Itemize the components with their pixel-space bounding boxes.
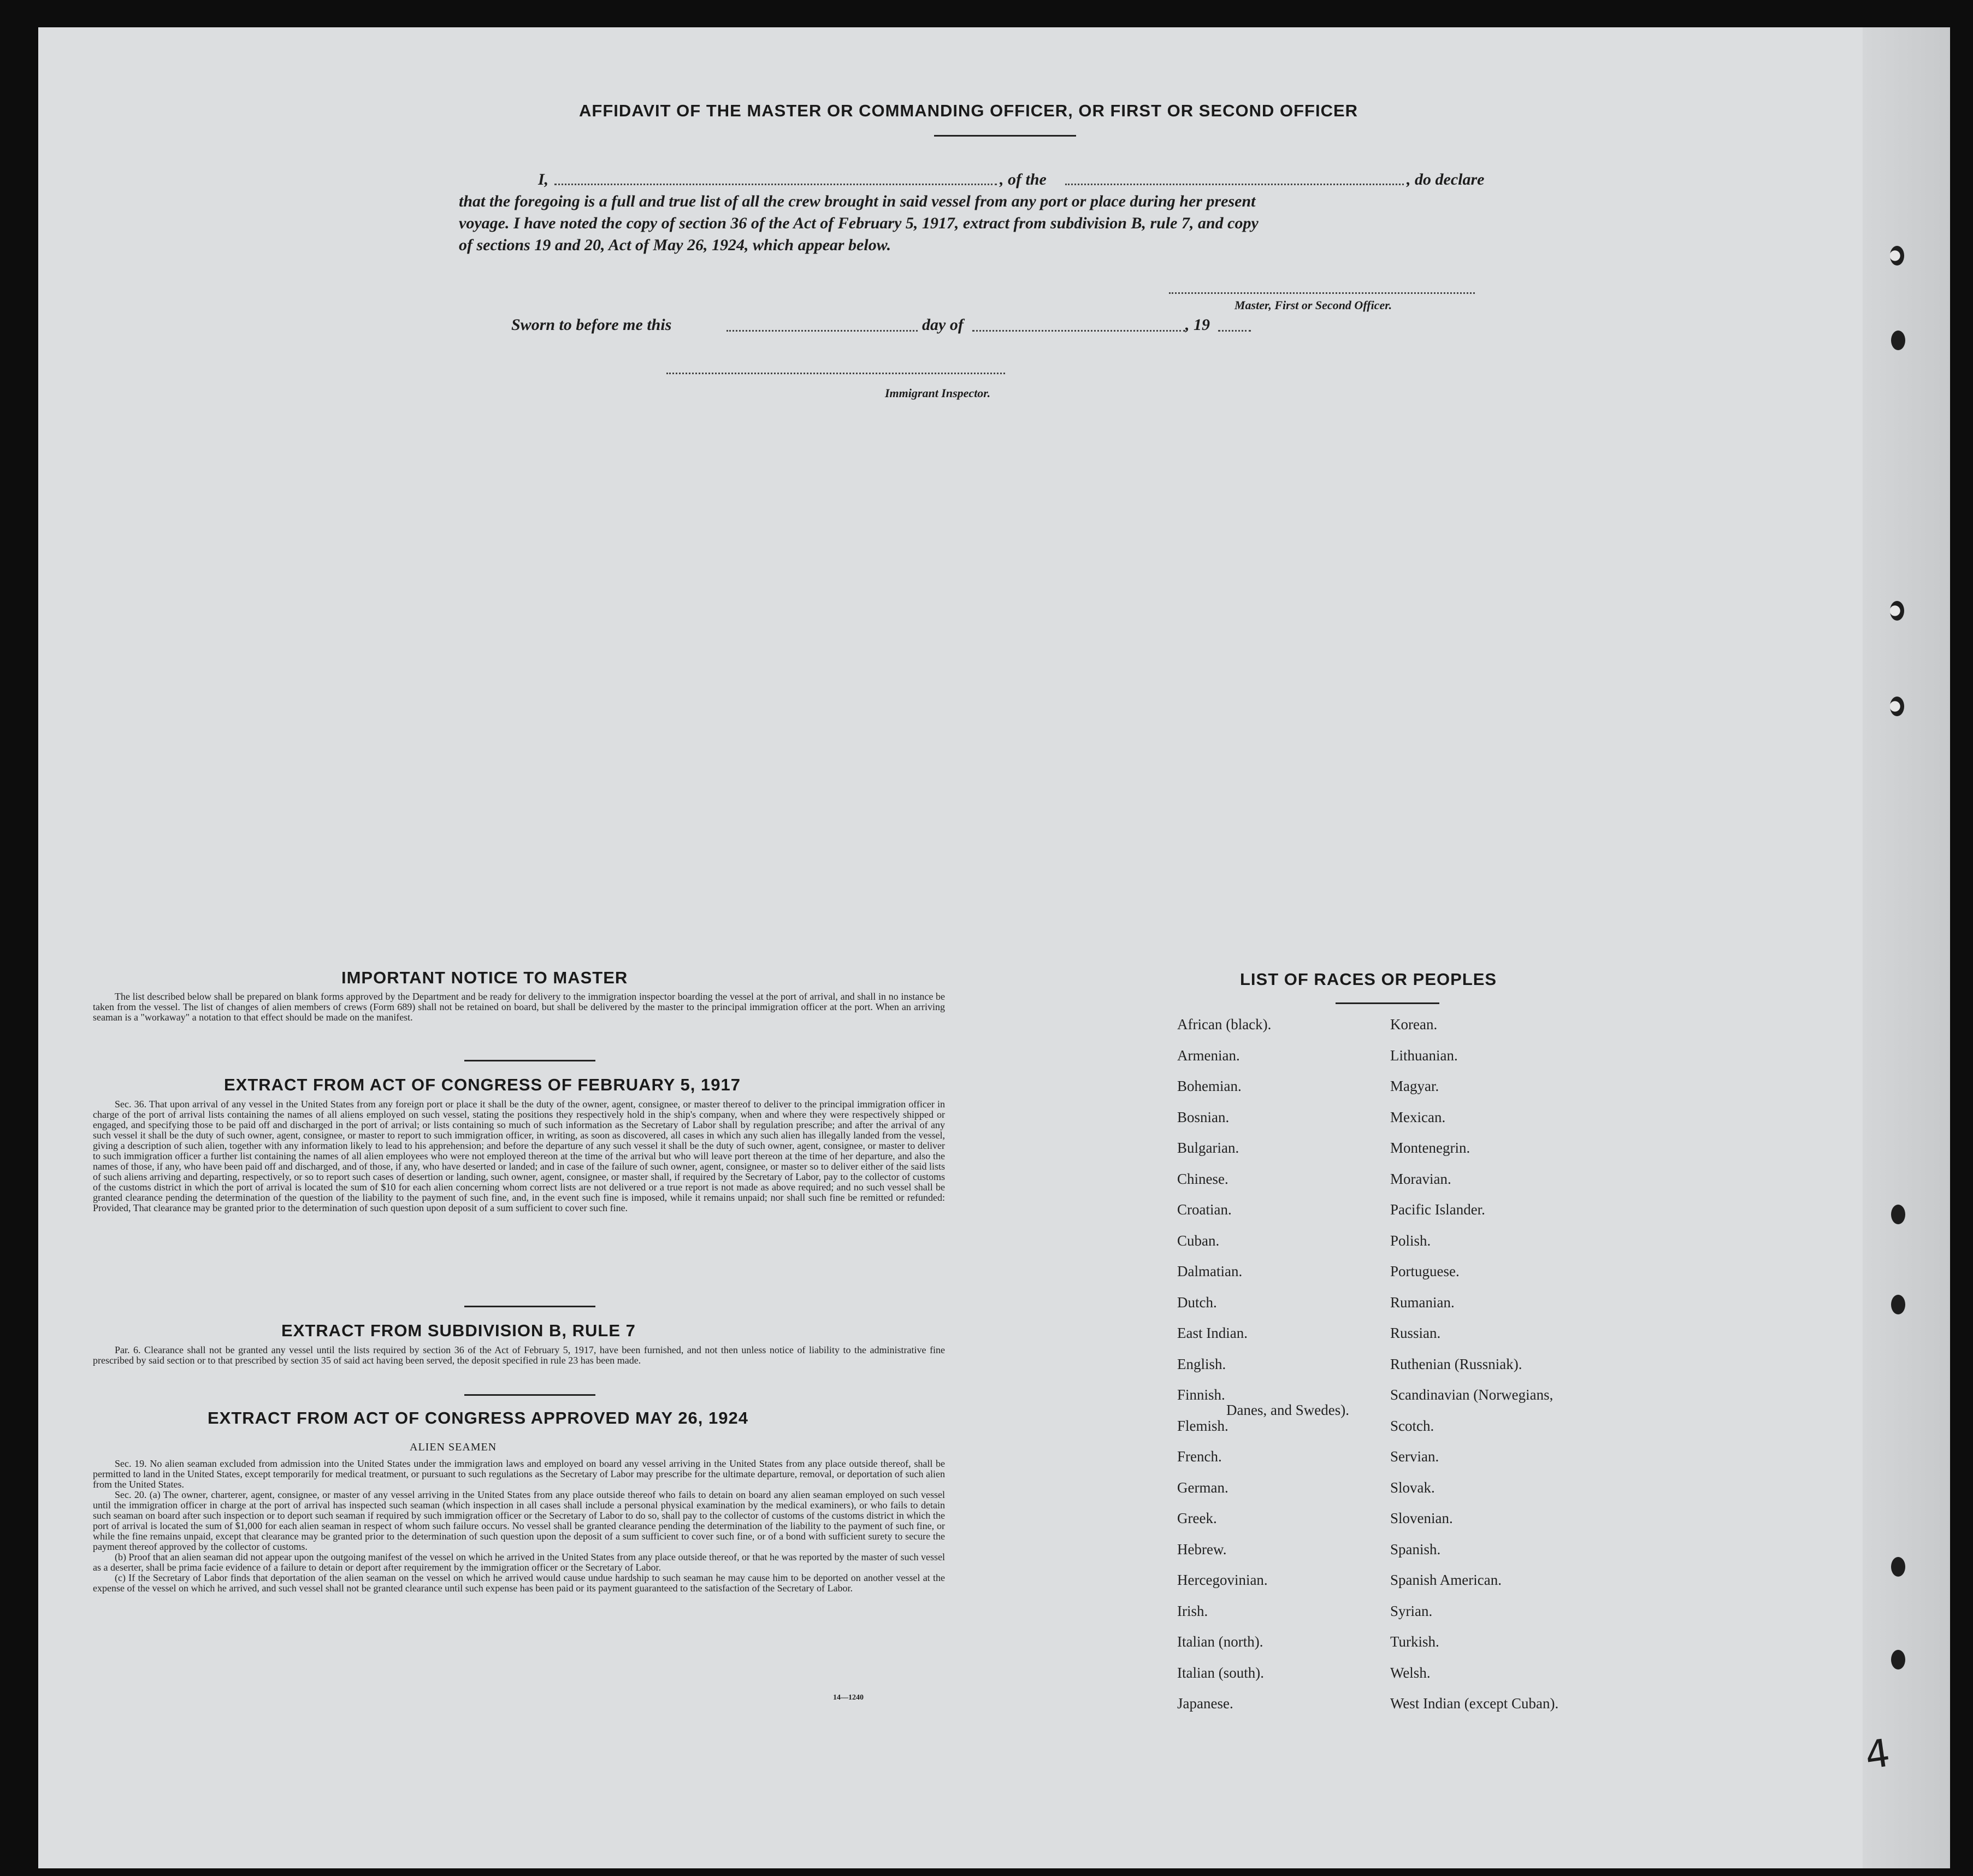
- race-item: Russian.: [1390, 1325, 1441, 1341]
- inspector-signature-line[interactable]: [666, 373, 1005, 374]
- extract-1917-title: EXTRACT FROM ACT OF CONGRESS OF FEBRUARY 5, 1917: [224, 1075, 741, 1094]
- race-item: Danes, and Swedes).: [1226, 1402, 1349, 1418]
- affidavit-do-declare: , do declare: [1407, 170, 1485, 188]
- race-item: French.: [1177, 1448, 1222, 1465]
- master-signature-line[interactable]: [1169, 292, 1475, 294]
- year-prefix: , 19: [1185, 316, 1210, 334]
- race-item: Lithuanian.: [1390, 1047, 1458, 1064]
- sworn-day-field[interactable]: [726, 330, 918, 332]
- race-item: East Indian.: [1177, 1325, 1248, 1341]
- race-item: Magyar.: [1390, 1078, 1439, 1094]
- punch-hole: [1891, 1650, 1905, 1669]
- race-item: Scandinavian (Norwegians,: [1390, 1387, 1553, 1403]
- rule-7-body: Par. 6. Clearance shall not be granted any vessel until the lists required by section 36 of the Act of February 5, 1917, have been furnished, and not then unless notice of liability to the administrative fine prescribed by said section or to that prescribed by section 35 of said act having been served, the deposit specified in rule 23 has been made.: [93, 1344, 945, 1366]
- section-rule: [464, 1306, 595, 1307]
- race-item: English.: [1177, 1355, 1226, 1372]
- race-item: Greek.: [1177, 1510, 1217, 1526]
- race-item: Bulgarian.: [1177, 1140, 1239, 1156]
- race-item: Finnish.: [1177, 1387, 1225, 1403]
- extract-1924-title: EXTRACT FROM ACT OF CONGRESS APPROVED MAY 26, 1924: [208, 1408, 748, 1427]
- punch-hole: [1890, 697, 1904, 716]
- affidavit-line-2: that the foregoing is a full and true list of all the crew brought in said vessel from any port or place during her present: [459, 192, 1256, 210]
- race-item: Hercegovinian.: [1177, 1572, 1268, 1588]
- race-item: African (black).: [1177, 1016, 1272, 1033]
- notice-title: IMPORTANT NOTICE TO MASTER: [341, 968, 628, 987]
- affidavit-i-label: I,: [538, 170, 549, 188]
- race-item: Welsh.: [1390, 1664, 1431, 1681]
- sec-20c: (c) If the Secretary of Labor finds that deportation of the alien seaman on the vessel on which he arrived would cause undue hardship to such seaman he may cause him to be deported on another vessel at the expense of the vessel on which he arrived, and such vessel shall not be granted clearance until such expense has been paid or its payment guaranteed to the satisfaction of the Secretary of Labor.: [93, 1572, 945, 1594]
- sec-20a: Sec. 20. (a) The owner, charterer, agent, consignee, or master of any vessel arriving in the United States from any place outside thereof who fails to detain on board any alien seaman employed on such vessel until the immigration officer in charge at the port of arrival has inspected such seaman (which inspection in all cases shall include a personal physical examination by the medical examiners), or who fails to detain such seaman on board after such inspection or to deport such seaman if required by such immigration officer or the Secretary of Labor to do so, shall pay to the collector of customs of the customs district in which the port of arrival is located the sum of $1,000 for each alien seaman in respect of whom such failure occurs. No vessel shall be granted clearance pending the determination of the liability to the payment of such fine, or while the fine remains unpaid, except that clearance may be granted prior to the determination of such question upon the deposit of a sum sufficient to cover such fine, or of a bond with sufficient surety to secure the payment thereof approved by the collector of customs.: [93, 1489, 945, 1552]
- race-item: Bohemian.: [1177, 1078, 1242, 1094]
- race-item: Japanese.: [1177, 1695, 1233, 1712]
- punch-hole: [1891, 1205, 1905, 1224]
- extract-1917-body: Sec. 36. That upon arrival of any vessel in the United States from any foreign port or place it shall be the duty of the owner, agent, consignee, or master thereof to deliver to the principal immigration officer in charge of the port of arrival lists containing the names of all aliens employed on such vessel, stating the positions they respectively hold in the ship's company, when and where they were respectively shipped or engaged, and specifying those to be paid off and discharged in the port of arrival; or lists containing so much of such information as the Secretary of Labor shall by regulation prescribe; and after the arrival of any such vessel it shall be the duty of such owner, agent, consignee, or master to report to such immigration officer, in writing, as soon as discovered, all cases in which any such alien has illegally landed from the vessel, giving a description of such alien, together with any information likely to lead to his apprehension; and before the departure of any such vessel it shall be the duty of such owner, agent, consignee, or master to deliver to such immigration officer a further list containing the names of all alien employees who were not employed thereon at the time of the arrival but who will leave port thereon at the time of her departure, and also the names of those, if any, who have been paid off and discharged, and of those, if any, who have deserted or landed; and in case of the failure of such owner, agent, consignee, or master so to deliver either of the said lists of such aliens arriving and departing, respectively, or so to report such cases of desertion or landing, such owner, agent, consignee, or master shall, if required by the Secretary of Labor, pay to the collector of customs of the customs district in which the port of arrival is located the sum of $10 for each alien concerning whom correct lists are not delivered or a true report is not made as above required; and no such vessel shall be granted clearance pending the determination of the question of the liability to the payment of such fine, and, in the event such fine is imposed, while it remains unpaid; nor shall such fine be remitted or refunded: Provided, That clearance may be granted prior to the determination of such question upon deposit of a sum sufficient to cover such fine.: [93, 1099, 945, 1213]
- rule-7-title: EXTRACT FROM SUBDIVISION B, RULE 7: [281, 1321, 636, 1340]
- races-rule: [1336, 1002, 1439, 1004]
- vessel-field[interactable]: [1065, 184, 1404, 185]
- race-item: Dalmatian.: [1177, 1263, 1243, 1279]
- race-item: Rumanian.: [1390, 1294, 1455, 1311]
- race-item: Spanish.: [1390, 1541, 1441, 1558]
- section-rule: [464, 1060, 595, 1061]
- affidavit-title: AFFIDAVIT OF THE MASTER OR COMMANDING OFFICER, OR FIRST OR SECOND OFFICER: [579, 101, 1358, 120]
- race-item: Bosnian.: [1177, 1108, 1230, 1125]
- punch-hole: [1891, 331, 1905, 350]
- race-item: Cuban.: [1177, 1232, 1220, 1249]
- document-page: [38, 27, 1950, 1868]
- race-item: Pacific Islander.: [1390, 1201, 1485, 1218]
- race-item: Italian (north).: [1177, 1633, 1263, 1650]
- affidavit-line-4: of sections 19 and 20, Act of May 26, 1924, which appear below.: [459, 236, 891, 254]
- race-item: Italian (south).: [1177, 1664, 1264, 1681]
- race-item: Scotch.: [1390, 1417, 1434, 1434]
- race-item: Syrian.: [1390, 1602, 1433, 1619]
- race-item: Slovenian.: [1390, 1510, 1453, 1526]
- race-item: Croatian.: [1177, 1201, 1232, 1218]
- race-item: Flemish.: [1177, 1417, 1228, 1434]
- master-signature-caption: Master, First or Second Officer.: [1234, 298, 1392, 312]
- affidavit-of-the: , of the: [1000, 170, 1047, 188]
- race-item: Turkish.: [1390, 1633, 1439, 1650]
- punch-hole: [1891, 1295, 1905, 1314]
- handwritten-page-number: 4: [1862, 1730, 1893, 1778]
- punch-hole: [1891, 1557, 1905, 1577]
- race-item: Portuguese.: [1390, 1263, 1460, 1279]
- race-item: Dutch.: [1177, 1294, 1217, 1311]
- punch-hole: [1890, 246, 1904, 266]
- race-item: Moravian.: [1390, 1170, 1451, 1187]
- form-number: 14—1240: [833, 1694, 864, 1702]
- title-rule: [934, 135, 1076, 137]
- race-item: Korean.: [1390, 1016, 1438, 1033]
- race-item: Irish.: [1177, 1602, 1208, 1619]
- race-item: Armenian.: [1177, 1047, 1240, 1064]
- sworn-year-field[interactable]: [1218, 330, 1251, 332]
- page-edge: [1863, 27, 1950, 1868]
- extract-1924-body: [93, 1459, 945, 1594]
- name-field[interactable]: [554, 184, 997, 185]
- race-item: German.: [1177, 1479, 1228, 1496]
- race-item: Polish.: [1390, 1232, 1431, 1249]
- alien-seamen-subtitle: ALIEN SEAMEN: [410, 1441, 497, 1453]
- race-item: Montenegrin.: [1390, 1140, 1470, 1156]
- sec-19: Sec. 19. No alien seaman excluded from admission into the United States under the immigration laws and employed on board any vessel arriving in the United States from any place outside thereof, shall be permitted to land in the United States, except temporarily for medical treatment, or pursuant to such regulations as the Secretary of Labor may prescribe for the ultimate departure, removal, or deportation of such alien from the United States.: [93, 1458, 945, 1490]
- race-item: Slovak.: [1390, 1479, 1435, 1496]
- day-of-label: day of: [922, 316, 964, 334]
- sec-20b: (b) Proof that an alien seaman did not appear upon the outgoing manifest of the vessel on which he arrived in the United States from any place outside thereof, or that he was reported by the master of such vessel as a deserter, shall be prima facie evidence of a failure to detain or deport after requirement by the immigration officer or the Secretary of Labor.: [93, 1551, 945, 1573]
- races-title: LIST OF RACES OR PEOPLES: [1240, 970, 1497, 989]
- sworn-label: Sworn to before me this: [511, 316, 672, 334]
- race-item: Servian.: [1390, 1448, 1439, 1465]
- inspector-signature-caption: Immigrant Inspector.: [885, 386, 991, 400]
- punch-hole: [1890, 601, 1904, 621]
- race-item: Ruthenian (Russniak).: [1390, 1355, 1522, 1372]
- notice-body: The list described below shall be prepared on blank forms approved by the Department and be ready for delivery to the immigration inspector boarding the vessel at the port of arrival, and shall in no instance be taken from the vessel. The list of changes of alien members of crews (Form 689) shall not be retained on board, but shall be delivered by the master to the principal immigration officer at the port. When an arriving seaman is a "workaway" a notation to that effect should be made on the manifest.: [93, 991, 945, 1023]
- race-item: Hebrew.: [1177, 1541, 1227, 1558]
- race-item: Spanish American.: [1390, 1572, 1502, 1588]
- race-item: Chinese.: [1177, 1170, 1228, 1187]
- section-rule: [464, 1394, 595, 1396]
- race-item: Mexican.: [1390, 1108, 1446, 1125]
- race-item: West Indian (except Cuban).: [1390, 1695, 1559, 1712]
- affidavit-line-3: voyage. I have noted the copy of section 36 of the Act of February 5, 1917, extract from subdivision B, rule 7, and copy: [459, 214, 1259, 232]
- sworn-month-field[interactable]: [972, 330, 1185, 332]
